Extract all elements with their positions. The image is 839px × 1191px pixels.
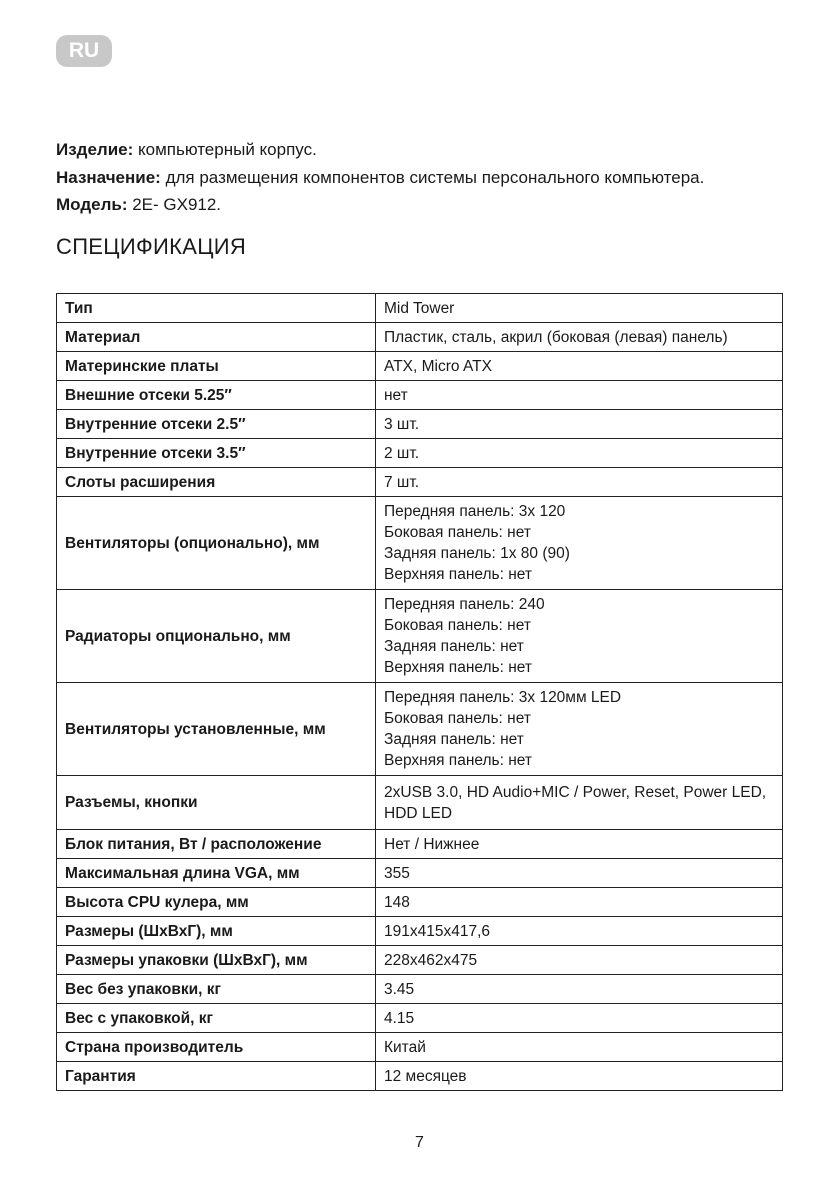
table-row <box>57 830 783 859</box>
spec-value-line: 228x462x475 <box>384 951 478 969</box>
spec-value-line: Передняя панель: 3x 120 <box>384 503 566 520</box>
intro-label: Назначение: <box>56 167 161 187</box>
table-row <box>57 410 783 439</box>
spec-value <box>376 590 783 683</box>
intro-line <box>56 191 704 219</box>
intro-line <box>56 164 704 192</box>
spec-value <box>376 352 783 381</box>
spec-key: Слоты расширения <box>57 468 376 497</box>
spec-value-line: 4.15 <box>384 1009 415 1027</box>
table-row <box>57 683 783 776</box>
spec-value-line: Задняя панель: нет <box>384 638 524 655</box>
spec-value <box>376 439 783 468</box>
spec-key: Высота CPU кулера, мм <box>57 888 376 917</box>
spec-value-line: Задняя панель: 1x 80 (90) <box>384 545 570 562</box>
spec-table <box>56 293 783 1091</box>
spec-value-line: 2 шт. <box>384 444 420 462</box>
table-row <box>57 590 783 683</box>
intro-value: компьютерный корпус. <box>133 140 317 159</box>
spec-key: Блок питания, Вт / расположение <box>57 830 376 859</box>
spec-value-line: 2xUSB 3.0, HD Audio+MIC / Power, Reset, Power LED, HDD LED <box>384 783 767 822</box>
spec-key: Тип <box>57 294 376 323</box>
spec-value-line: Задняя панель: нет <box>384 731 524 748</box>
spec-key: Максимальная длина VGA, мм <box>57 859 376 888</box>
table-row <box>57 352 783 381</box>
spec-value <box>376 410 783 439</box>
spec-key: Материнские платы <box>57 352 376 381</box>
spec-value-line: 148 <box>384 893 410 911</box>
spec-value-line: 191x415x417,6 <box>384 922 491 940</box>
spec-value <box>376 917 783 946</box>
spec-key: Гарантия <box>57 1062 376 1091</box>
spec-value <box>376 497 783 590</box>
product-intro <box>56 136 704 219</box>
intro-value: 2E- GX912. <box>127 195 222 214</box>
table-row <box>57 975 783 1004</box>
spec-value-line: 355 <box>384 864 410 882</box>
spec-key: Радиаторы опционально, мм <box>57 590 376 683</box>
spec-value-line: Боковая панель: нет <box>384 710 531 727</box>
spec-key: Страна производитель <box>57 1033 376 1062</box>
spec-value <box>376 888 783 917</box>
spec-key: Внутренние отсеки 3.5″ <box>57 439 376 468</box>
table-row <box>57 497 783 590</box>
spec-value <box>376 1062 783 1091</box>
spec-value <box>376 830 783 859</box>
table-row <box>57 946 783 975</box>
page-number: 7 <box>415 1134 424 1151</box>
spec-key: Вентиляторы установленные, мм <box>57 683 376 776</box>
spec-key: Разъемы, кнопки <box>57 776 376 830</box>
spec-key: Материал <box>57 323 376 352</box>
table-row <box>57 888 783 917</box>
spec-value-line: Китай <box>384 1038 426 1056</box>
spec-value-line: Нет / Нижнее <box>384 835 480 853</box>
table-row <box>57 917 783 946</box>
spec-value <box>376 468 783 497</box>
spec-value-line: Верхняя панель: нет <box>384 752 532 769</box>
spec-value <box>376 294 783 323</box>
spec-value-line: Передняя панель: 3x 120мм LED <box>384 689 622 706</box>
spec-value-line: Боковая панель: нет <box>384 524 531 541</box>
table-row <box>57 1033 783 1062</box>
spec-value-line: Боковая панель: нет <box>384 617 531 634</box>
spec-key: Размеры (ШхВхГ), мм <box>57 917 376 946</box>
spec-key: Вес с упаковкой, кг <box>57 1004 376 1033</box>
spec-value <box>376 683 783 776</box>
section-title: СПЕЦИФИКАЦИЯ <box>56 234 247 259</box>
table-row <box>57 859 783 888</box>
table-row <box>57 323 783 352</box>
table-row <box>57 1004 783 1033</box>
spec-key: Внешние отсеки 5.25″ <box>57 381 376 410</box>
spec-value-line: Передняя панель: 240 <box>384 596 545 613</box>
table-row <box>57 439 783 468</box>
table-row <box>57 776 783 830</box>
intro-label: Изделие: <box>56 140 134 159</box>
intro-line <box>56 136 704 164</box>
spec-value-line: ATX, Micro ATX <box>384 357 492 375</box>
table-row <box>57 294 783 323</box>
spec-key: Внутренние отсеки 2.5″ <box>57 410 376 439</box>
spec-value <box>376 323 783 352</box>
spec-value-line: 3.45 <box>384 980 415 998</box>
spec-value-line: 3 шт. <box>384 415 420 433</box>
spec-value-line: Пластик, сталь, акрил (боковая (левая) панель) <box>384 328 728 346</box>
spec-value <box>376 381 783 410</box>
spec-value-line: нет <box>384 386 408 404</box>
spec-value <box>376 1004 783 1033</box>
language-badge: RU <box>56 35 112 67</box>
spec-key: Вес без упаковки, кг <box>57 975 376 1004</box>
spec-value-line: 7 шт. <box>384 473 420 491</box>
spec-value <box>376 975 783 1004</box>
table-row <box>57 1062 783 1091</box>
spec-value-line: Верхняя панель: нет <box>384 659 532 676</box>
spec-key: Вентиляторы (опционально), мм <box>57 497 376 590</box>
spec-value <box>376 859 783 888</box>
spec-value <box>376 946 783 975</box>
intro-label: Модель: <box>56 195 128 214</box>
spec-key: Размеры упаковки (ШхВхГ), мм <box>57 946 376 975</box>
spec-value <box>376 1033 783 1062</box>
spec-value-line: Mid Tower <box>384 299 455 317</box>
spec-value-line: 12 месяцев <box>384 1067 467 1085</box>
spec-value <box>376 776 783 830</box>
table-row <box>57 381 783 410</box>
intro-value: для размещения компонентов системы персонального компьютера. <box>160 167 705 187</box>
table-row <box>57 468 783 497</box>
spec-value-line: Верхняя панель: нет <box>384 566 532 583</box>
